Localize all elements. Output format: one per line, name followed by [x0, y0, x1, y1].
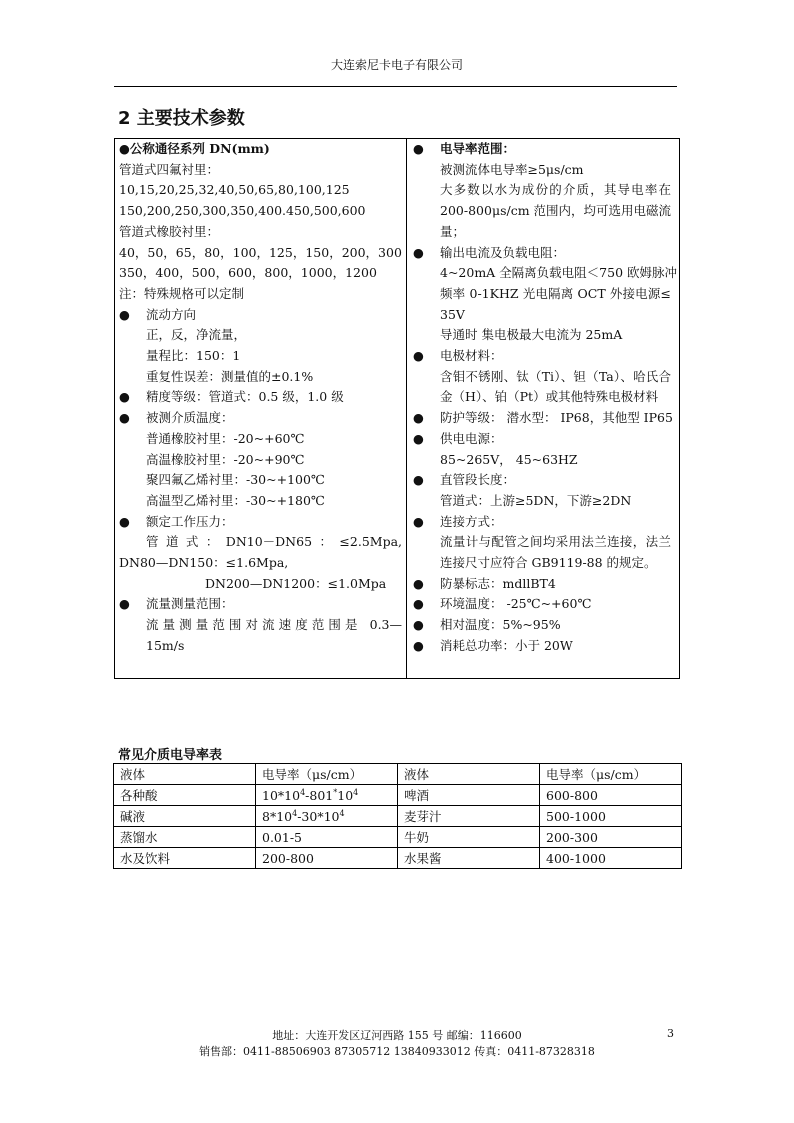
table-cell: 各种酸 [114, 785, 256, 806]
param-line: 量程比：150：1 [146, 348, 241, 364]
bullet-icon: ● [413, 244, 424, 260]
value-part: -30*10 [297, 808, 340, 824]
footer-address: 地址：大连开发区辽河西路 155 号 邮编：116600 [272, 1029, 522, 1042]
param-label: 流量测量范围： [146, 596, 234, 612]
param-item [119, 594, 402, 615]
param-label: 流动方向 [146, 306, 197, 322]
param-line: 85~265V， 45~63HZ [440, 451, 578, 467]
param-line: 量； [440, 223, 466, 239]
value-part: 10 [337, 787, 354, 803]
footer-contact: 销售部：0411-88506903 87305712 13840933012 传真：0411-87328318 [199, 1045, 595, 1058]
table-cell: 200-800 [256, 848, 398, 869]
parameters-right-column [407, 139, 679, 678]
param-item [413, 594, 671, 615]
param-label: 额定工作压力： [146, 513, 234, 529]
param-item [413, 139, 671, 160]
bullet-icon: ● [119, 410, 130, 426]
table-cell: 0.01-5 [256, 827, 398, 848]
value-part: 10*10 [262, 787, 301, 803]
table-cell: 400-1000 [540, 848, 682, 869]
bullet-icon: ● [413, 430, 424, 446]
bullet-icon: ● [413, 513, 424, 529]
param-line: 高温型乙烯衬里：-30~+180℃ [146, 492, 325, 508]
exponent: 4 [353, 787, 359, 797]
param-item [119, 512, 402, 533]
param-line: 导通时 集电极最大电流为 25mA [440, 327, 623, 343]
param-line: 350，400，500，600，800，1000，1200 [119, 265, 377, 281]
param-line: 重复性误差：测量值的±0.1% [146, 368, 314, 384]
param-label: 精度等级：管道式：0.5 级，1.0 级 [146, 389, 344, 405]
value-part: -801 [305, 787, 334, 803]
param-line: 4~20mA 全隔离负载电阻＜750 欧姆脉冲 [440, 265, 678, 281]
param-label: 相对温度：5%~95% [440, 617, 561, 633]
param-line: 普通橡胶衬里：-20~+60℃ [146, 430, 305, 446]
param-line: 10,15,20,25,32,40,50,65,80,100,125 [119, 182, 350, 198]
param-item [119, 408, 402, 429]
header-rule [114, 86, 677, 87]
param-item [413, 512, 671, 533]
bullet-icon: ● [413, 617, 424, 633]
param-item [413, 429, 671, 450]
param-label: 电导率范围： [440, 141, 516, 156]
exponent: * [333, 787, 338, 797]
table-row [114, 848, 682, 869]
param-label: 供电电源： [440, 430, 503, 446]
bullet-icon: ● [119, 513, 130, 529]
param-label: 直管段长度： [440, 472, 516, 488]
bullet-icon: ● [119, 596, 130, 612]
param-line: 聚四氟乙烯衬里：-30~+100℃ [146, 472, 325, 488]
bullet-icon: ● [119, 306, 130, 322]
param-item [413, 615, 671, 636]
param-line: 含钼不锈刚、钛（Ti）、钽（Ta）、哈氏合 [440, 368, 671, 384]
value-part: 8*10 [262, 808, 293, 824]
table-header-cell: 液体 [114, 764, 256, 785]
param-label: 输出电流及负载电阻： [440, 244, 566, 260]
param-item [413, 636, 671, 657]
param-line: 35V [440, 306, 465, 322]
param-label: 防护等级： 潜水型： IP68，其他型 IP65 [440, 410, 673, 426]
param-line: DN200—DN1200：≤1.0Mpa [205, 575, 387, 591]
param-line: 高温橡胶衬里：-20~+90℃ [146, 451, 305, 467]
header-company: 大连索尼卡电子有限公司 [330, 58, 463, 72]
param-item [413, 346, 671, 367]
table-cell [256, 806, 398, 827]
bullet-icon: ● [413, 637, 424, 653]
table-header-cell: 电导率（μs/cm） [540, 764, 682, 785]
param-line: 正，反，净流量， [146, 327, 247, 343]
param-line: 流量测量范围对流速度范围是 0.3— [146, 617, 402, 633]
table-cell: 500-1000 [540, 806, 682, 827]
parameters-table [114, 138, 680, 679]
bullet-icon: ● [413, 596, 424, 612]
param-line: 流量计与配管之间均采用法兰连接，法兰 [440, 534, 671, 550]
param-line: 200-800μs/cm 范围内，均可选用电磁流 [440, 203, 672, 219]
exponent: 4 [292, 808, 298, 818]
param-item [119, 387, 402, 408]
param-line: DN80—DN150：≤1.6Mpa, [119, 555, 289, 571]
param-line: 频率 0-1KHZ 光电隔离 OCT 外接电源≤ [440, 285, 671, 301]
table-row [114, 806, 682, 827]
bullet-icon: ● [119, 389, 130, 405]
param-line: 150,200,250,300,350,400.450,500,600 [119, 203, 366, 219]
table-cell: 200-300 [540, 827, 682, 848]
param-item [413, 243, 671, 264]
param-label: 环境温度： -25℃~+60℃ [440, 596, 592, 612]
param-label: 消耗总功率：小于 20W [440, 637, 573, 653]
param-line: 15m/s [146, 637, 185, 653]
table-cell: 600-800 [540, 785, 682, 806]
table-cell: 牛奶 [398, 827, 540, 848]
param-line: 40，50，65，80，100，125，150，200，300 [119, 244, 402, 260]
param-label: 连接方式： [440, 513, 503, 529]
table-cell: 水及饮料 [114, 848, 256, 869]
table-header-cell: 电导率（μs/cm） [256, 764, 398, 785]
section-title: 2 主要技术参数 [118, 108, 245, 129]
bullet-icon: ● [413, 575, 424, 591]
param-line: 被测流体电导率≥5μs/cm [440, 161, 584, 177]
param-line: ●公称通径系列 DN(mm) [119, 141, 270, 156]
param-item [413, 470, 671, 491]
exponent: 4 [300, 787, 306, 797]
bullet-icon: ● [413, 348, 424, 364]
param-label: 被测介质温度： [146, 410, 234, 426]
table-cell: 碱液 [114, 806, 256, 827]
param-line: 注：特殊规格可以定制 [119, 285, 245, 301]
param-line: 连接尺寸应符合 GB9119-88 的规定。 [440, 555, 657, 571]
param-line: 大多数以水为成份的介质，其导电率在 [440, 182, 671, 198]
table-row [114, 785, 682, 806]
parameters-left-column [115, 139, 407, 678]
param-line: 管道式橡胶衬里： [119, 223, 220, 239]
bullet-icon: ● [413, 472, 424, 488]
param-item [413, 574, 671, 595]
conductivity-table [113, 763, 682, 869]
exponent: 4 [339, 808, 345, 818]
param-item [119, 305, 402, 326]
param-line: 管道式：DN10－DN65：≤2.5Mpa, [146, 534, 402, 550]
table-cell [256, 785, 398, 806]
param-label: 电极材料： [440, 348, 503, 364]
table-cell: 水果酱 [398, 848, 540, 869]
table-cell: 蒸馏水 [114, 827, 256, 848]
param-line: 管道式四氟衬里： [119, 161, 220, 177]
param-line: 金（H）、铂（Pt）或其他特殊电极材料 [440, 389, 659, 405]
bullet-icon: ● [413, 141, 424, 156]
table-header-cell: 液体 [398, 764, 540, 785]
table-cell: 啤酒 [398, 785, 540, 806]
page-number: 3 [667, 1027, 674, 1040]
bullet-icon: ● [413, 410, 424, 426]
table-cell: 麦芽汁 [398, 806, 540, 827]
param-line: 管道式：上游≥5DN，下游≥2DN [440, 492, 632, 508]
conductivity-table-title: 常见介质电导率表 [118, 748, 223, 763]
table-row [114, 827, 682, 848]
param-label: 防暴标志：mdllBT4 [440, 575, 556, 591]
param-item [413, 408, 671, 429]
table-header-row [114, 764, 682, 785]
